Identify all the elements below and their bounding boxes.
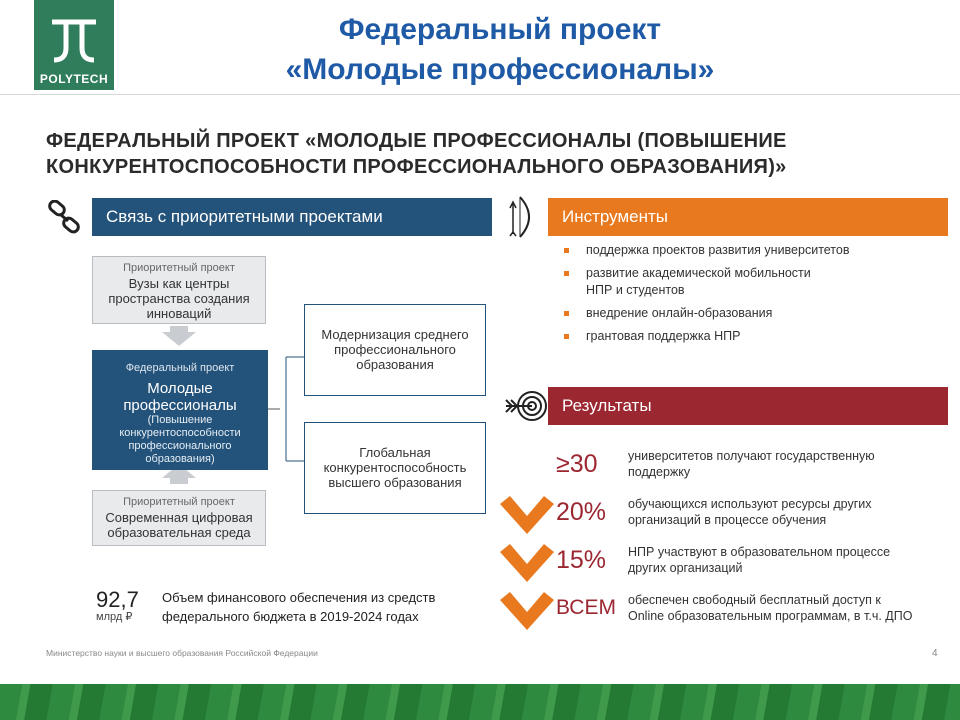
priority-project-line-3: инноваций bbox=[146, 306, 212, 321]
global-line-1: Глобальная bbox=[359, 445, 431, 460]
global-line-2: конкурентоспособность bbox=[323, 460, 467, 475]
bow-and-arrow-icon bbox=[506, 194, 540, 240]
list-item bbox=[560, 265, 940, 299]
funding-description bbox=[162, 588, 492, 626]
funding-text-line-2: федерального бюджета в 2019-2024 годах bbox=[162, 609, 419, 624]
federal-project-box bbox=[92, 350, 268, 470]
instruments-bar: Инструменты bbox=[548, 198, 948, 236]
modernization-line-3: образования bbox=[356, 357, 434, 372]
federal-project-desc-3: профессионального bbox=[128, 440, 232, 452]
instrument-line-1: грантовая поддержка НПР bbox=[586, 329, 741, 343]
footer-decorative-band bbox=[0, 684, 960, 720]
list-item bbox=[560, 305, 940, 322]
result-row bbox=[500, 542, 940, 586]
result-row bbox=[500, 494, 940, 538]
result-row bbox=[500, 446, 940, 490]
result-text bbox=[628, 496, 928, 528]
priority-project-digital bbox=[92, 490, 266, 546]
instrument-line-2: НПР и студентов bbox=[586, 283, 685, 297]
result-text-line-2: Online образовательным программам, в т.ч. ДПО bbox=[628, 609, 913, 623]
federal-project-desc-2: конкурентоспособности bbox=[119, 427, 241, 439]
result-text bbox=[628, 544, 928, 576]
header-divider bbox=[0, 94, 960, 95]
result-text-line-2: поддержку bbox=[628, 465, 691, 479]
result-value: 15% bbox=[556, 546, 607, 574]
bullet-icon bbox=[564, 334, 569, 339]
federal-project-name-1: Молодые bbox=[147, 380, 213, 397]
list-item bbox=[560, 242, 940, 259]
priority-project-line-1: Современная цифровая bbox=[105, 510, 253, 525]
modernization-line-2: профессионального bbox=[334, 342, 456, 357]
modernization-line-1: Модернизация среднего bbox=[321, 327, 469, 342]
title-line-1: Федеральный проект bbox=[338, 13, 662, 46]
result-text-line-1: НПР участвуют в образовательном процессе bbox=[628, 545, 891, 559]
polytech-logo bbox=[34, 0, 114, 90]
orange-check-icon bbox=[500, 496, 554, 536]
result-value: ≥30 bbox=[556, 450, 598, 478]
funding-unit: млрд ₽ bbox=[96, 611, 133, 623]
result-row bbox=[500, 590, 940, 634]
result-text-line-1: обучающихся используют ресурсы других bbox=[628, 497, 872, 511]
priority-project-kind: Приоритетный проект bbox=[123, 496, 235, 508]
page-number: 4 bbox=[932, 648, 938, 659]
result-text-line-2: других организаций bbox=[628, 561, 743, 575]
federal-project-kind: Федеральный проект bbox=[125, 362, 235, 374]
polytech-logo-mark-icon bbox=[44, 8, 104, 68]
federal-project-desc-4: образования) bbox=[145, 453, 215, 465]
bullet-icon bbox=[564, 271, 569, 276]
result-text bbox=[628, 448, 928, 480]
federal-project-desc-1: (Повышение bbox=[147, 414, 213, 426]
target-icon bbox=[504, 388, 548, 424]
orange-check-icon bbox=[500, 592, 554, 632]
instrument-line-1: развитие академической мобильности bbox=[586, 266, 811, 280]
instrument-line-1: внедрение онлайн-образования bbox=[586, 306, 773, 320]
priority-project-line-1: Вузы как центры bbox=[128, 276, 230, 291]
bullet-icon bbox=[564, 311, 569, 316]
priority-project-line-2: образовательная среда bbox=[107, 525, 251, 540]
subtitle-line-1: ФЕДЕРАЛЬНЫЙ ПРОЕКТ «МОЛОДЫЕ ПРОФЕССИОНАЛЫ (ПОВЫШЕНИЕ bbox=[46, 130, 787, 152]
list-item bbox=[560, 328, 940, 345]
federal-project-name-2: профессионалы bbox=[123, 397, 237, 414]
result-text-line-1: обеспечен свободный бесплатный доступ к bbox=[628, 593, 881, 607]
title-line-2: «Молодые профессионалы» bbox=[285, 53, 715, 86]
global-competitiveness-box bbox=[304, 422, 486, 514]
funding-value: 92,7 bbox=[96, 587, 139, 612]
chain-link-icon bbox=[46, 200, 84, 236]
result-text bbox=[628, 592, 928, 624]
priority-project-kind: Приоритетный проект bbox=[123, 262, 235, 274]
section-subtitle bbox=[46, 128, 906, 180]
subtitle-line-2: КОНКУРЕНТОСПОСОБНОСТИ ПРОФЕССИОНАЛЬНОГО ОБРАЗОВАНИЯ)» bbox=[46, 156, 787, 178]
global-line-3: высшего образования bbox=[328, 475, 462, 490]
result-text-line-1: университетов получают государственную bbox=[628, 449, 875, 463]
bullet-icon bbox=[564, 248, 569, 253]
logo-brand-text: POLYTECH bbox=[39, 72, 109, 86]
priority-project-universities bbox=[92, 256, 266, 324]
instrument-line-1: поддержка проектов развития университетов bbox=[586, 243, 850, 257]
result-value: ВСЕМ bbox=[556, 596, 616, 619]
priority-project-line-2: пространства создания bbox=[108, 291, 250, 306]
results-bar: Результаты bbox=[548, 387, 948, 425]
orange-check-icon bbox=[500, 544, 554, 584]
page-title bbox=[200, 10, 800, 90]
modernization-box bbox=[304, 304, 486, 396]
result-value: 20% bbox=[556, 498, 607, 526]
links-bar: Связь с приоритетными проектами bbox=[92, 198, 492, 236]
funding-text-line-1: Объем финансового обеспечения из средств bbox=[162, 590, 436, 605]
footer-ministry-note: Министерство науки и высшего образования Российской Федерации bbox=[46, 648, 318, 658]
result-text-line-2: организаций в процессе обучения bbox=[628, 513, 827, 527]
instruments-list bbox=[560, 242, 940, 351]
